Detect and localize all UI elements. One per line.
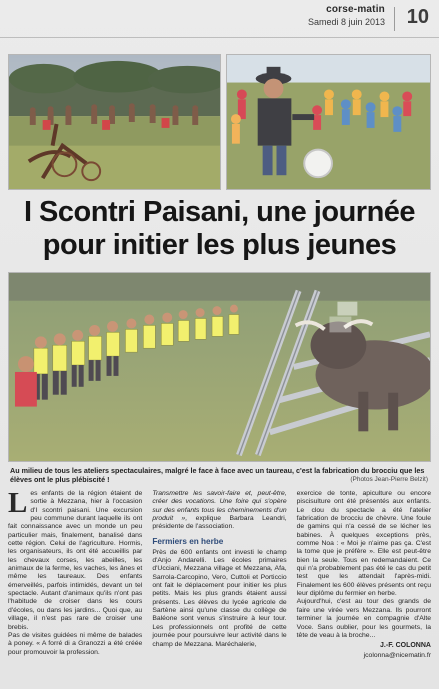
article-headline: I Scontri Paisani, une journée pour initier les plus jeunes <box>23 196 416 261</box>
issue-date: Samedi 8 juin 2013 <box>307 17 385 27</box>
masthead <box>0 0 439 38</box>
column-2-quote-attribution: explique Barbara Leandri, présidente de l'association. <box>152 515 287 531</box>
author-signature: J.-F. COLONNA <box>380 642 431 650</box>
column-1-paragraph-1 <box>8 487 143 632</box>
column-2-italic-quote: Transmettre les savoir-faire et, peut-être, créer des vocations. Une foire qui s'opère sur des enfants tous les cheminements d'un produit », <box>152 490 287 523</box>
photo-bull-children <box>8 272 431 462</box>
column-3-paragraph-2: Aujourd'hui, c'est au tour des grands de faire une virée vers Mezzana. Ils pourront terminer la journée en compagnie d'Alte Voce. Sans oublier, pour les gourmets, la tête de veau à la broche... <box>296 598 431 639</box>
column-1-paragraph-2: Pas de visites guidées ni même de balades à poney. « A forré di a Granozzi a été créée pour promouvoir la profession. <box>8 631 143 656</box>
column-1-text-1: es enfants de la région étaient de sortie à Mezzana, hier à l'occasion d'I scontri paisani. Une excursion peu commune durant laquelle ils ont fait connaissance avec un monde un peu particulier mais, finalement, banalisé dans cette région. Celui de l'agriculture. Hormis, les organisateurs, ils ont été accueillis par les chevaux corses, les abeilles, les animaux de la ferme, les vaches, les ânes et même les taureaux. Des enfants émerveillés, parfois intimidés, devant un tel spectacle. Autant d'animaux qu'ils n'ont pas l'habitude de croiser dans les cours d'écoles, ou dans les jardins... Quoi que, au village, il n'est pas rare de croiser une brebis. <box>8 490 143 631</box>
author-email: jcolonna@nicematin.fr <box>363 651 431 659</box>
photo-kids-farmer <box>226 54 431 190</box>
newspaper-brand: corse-matin <box>326 4 385 15</box>
column-2-paragraph-2: Près de 600 enfants ont investi le champ d'Anjo Andarelli. Les écoles primaires d'Ucciani, Mezzana village et Mezzana, Afa, Sarrola-Carcopino, Vero, Cuttoli et Porticcio ont fait le déplacement pour initier les plus petits. Mais les plus grands étaient aussi présents. Les élèves du lycée agricole de Sartène ainsi qu'une classe du collège de Baléone sont venus s'instruire à leur tour. Les professionnels ont profité de cette journée pour poursuivre leur activité dans le champ de Mezzana. Maréchalerie, <box>152 548 287 648</box>
caption-text: Au milieu de tous les ateliers spectaculaires, malgré le face à face avec un taureau, c'est la fabrication du brocciu que les élèves ont le plus plébiscité ! <box>10 466 425 484</box>
page-number: 10 <box>406 6 429 28</box>
photo-credit: (Photos Jean-Pierre Belzit) <box>350 476 428 483</box>
section-subhead: Fermiers en herbe <box>152 536 224 546</box>
column-3-paragraph-1: exercice de tonte, apiculture ou encore piscisulture ont été présentés aux enfants. Le clou du spectacle a été l'atelier fabrication de brocciu de chèvre. Une foule de gamins qui n'a cessé de se lécher les babines. À quelques exceptions près, comme Noa : « Moi je n'aime pas ça. C'est la tome que je préfère ». Elle est peut-être bien la seule. Tous en redemandaient. Ce qui n'a probablement pas été le cas du petit test que les attendait l'après-midi. Finalement les 600 élèves présents ont reçu leur diplôme du fermier en herbe. <box>296 490 431 598</box>
photo-plough-crowd <box>8 54 221 190</box>
masthead-divider <box>394 7 395 31</box>
article-body <box>8 487 431 680</box>
column-3 <box>297 490 431 680</box>
column-1 <box>8 487 143 680</box>
column-2-paragraph-1 <box>152 490 286 532</box>
dropcap-letter: L <box>8 487 28 519</box>
photo-caption <box>10 466 430 484</box>
column-2 <box>152 490 286 680</box>
